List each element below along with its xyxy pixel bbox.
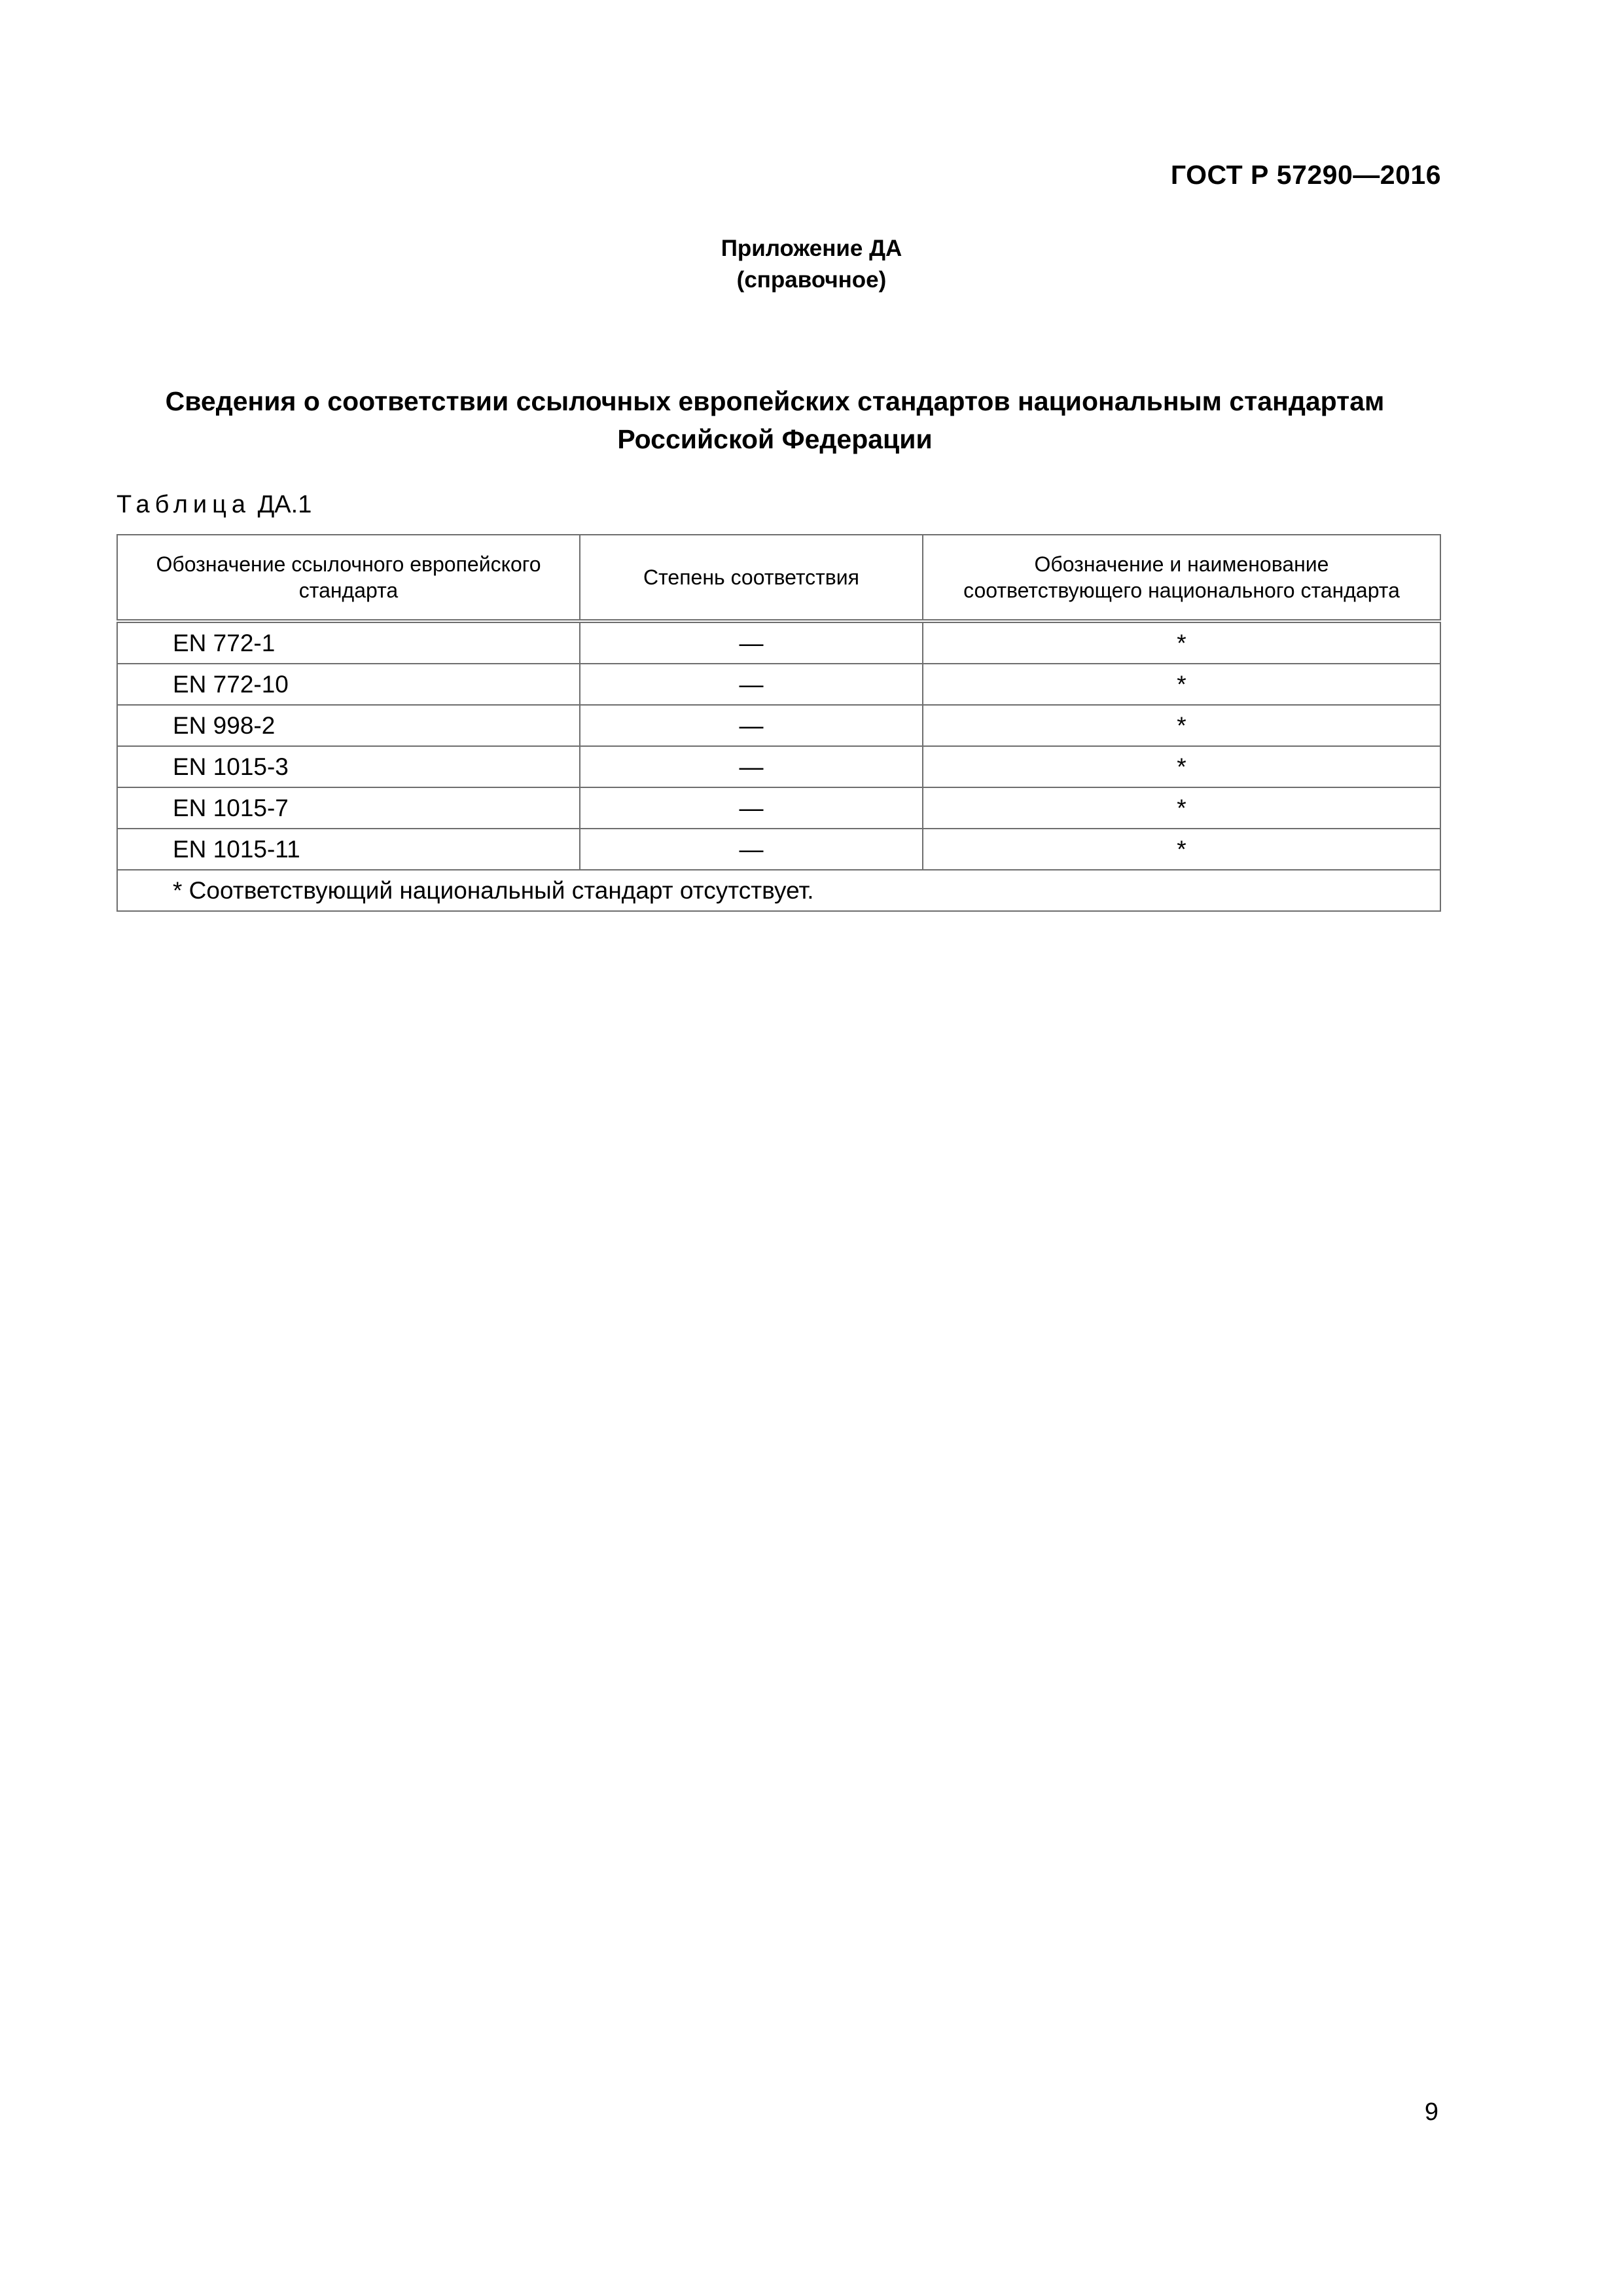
table-footnote-row [117, 870, 1440, 911]
table-row [117, 705, 1440, 746]
correspondence-table [116, 534, 1441, 912]
section-heading-line-2: Российской Федерации [617, 424, 933, 454]
cell-designation: EN 1015-11 [117, 829, 580, 870]
cell-national: * [923, 705, 1440, 746]
cell-designation: EN 998-2 [117, 705, 580, 746]
cell-degree: — [580, 746, 923, 787]
annex-title: Приложение ДА [721, 236, 902, 261]
table-row [117, 621, 1440, 664]
table-caption-word: Таблица [116, 491, 251, 518]
cell-designation: EN 772-10 [117, 664, 580, 705]
column-header-national: Обозначение и наименование соответствующего национального стандарта [923, 535, 1440, 621]
column-header-degree: Степень соответствия [580, 535, 923, 621]
cell-national: * [923, 787, 1440, 829]
table-footnote: * Соответствующий национальный стандарт отсутствует. [117, 870, 1440, 911]
cell-designation: EN 772-1 [117, 621, 580, 664]
column-header-designation: Обозначение ссылочного европейского стандарта [117, 535, 580, 621]
table-row [117, 746, 1440, 787]
table-caption-number: ДА.1 [257, 491, 312, 518]
cell-degree: — [580, 664, 923, 705]
cell-degree: — [580, 621, 923, 664]
cell-degree: — [580, 829, 923, 870]
cell-degree: — [580, 705, 923, 746]
table-header-row [117, 535, 1440, 621]
cell-designation: EN 1015-7 [117, 787, 580, 829]
document-code: ГОСТ Р 57290—2016 [1170, 160, 1441, 190]
cell-national: * [923, 664, 1440, 705]
annex-subtitle: (справочное) [736, 267, 887, 293]
page-number: 9 [1424, 2098, 1438, 2126]
cell-designation: EN 1015-3 [117, 746, 580, 787]
annex-block [0, 233, 1623, 296]
table-row [117, 787, 1440, 829]
table-row [117, 664, 1440, 705]
table-caption [116, 491, 312, 519]
cell-national: * [923, 746, 1440, 787]
section-heading [115, 382, 1435, 458]
cell-degree: — [580, 787, 923, 829]
cell-national: * [923, 621, 1440, 664]
section-heading-line-1: Сведения о соответствии ссылочных европейских стандартов национальным стандартам [165, 386, 1385, 416]
table-row [117, 829, 1440, 870]
cell-national: * [923, 829, 1440, 870]
